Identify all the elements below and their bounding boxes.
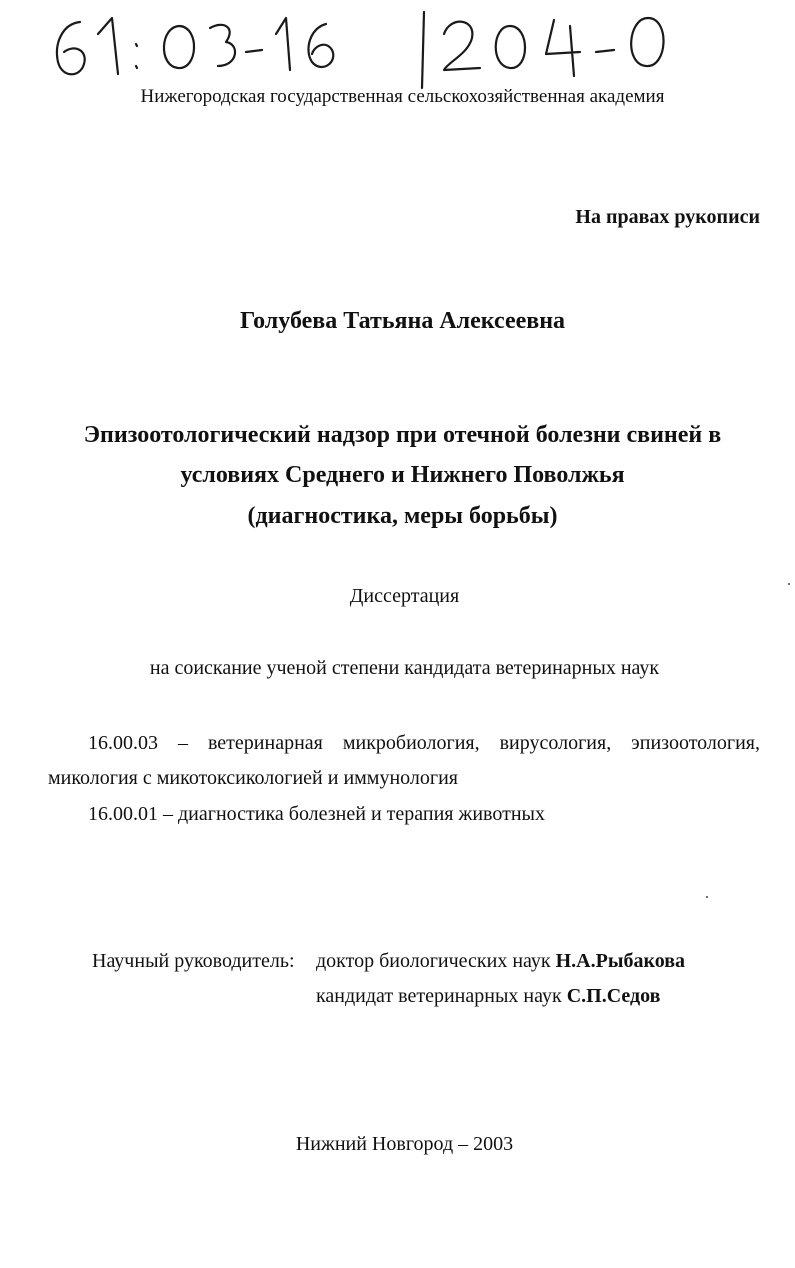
handwritten-catalog-stamp — [40, 4, 680, 94]
specialty-1-line-2: микология с микотоксикологией и иммунология — [48, 767, 458, 789]
manuscript-rights-note: На правах рукописи — [575, 206, 760, 228]
document-type: Диссертация — [349, 585, 460, 607]
place-and-year: Нижний Новгород – 2003 — [295, 1133, 514, 1155]
supervisor-1-name: Н.А.Рыбакова — [555, 950, 686, 972]
specialty-2: 16.00.01 – диагностика болезней и терапия животных — [88, 803, 545, 825]
dissertation-title-line-2: условиях Среднего и Нижнего Поволжья — [180, 462, 625, 488]
supervisor-2-name: С.П.Седов — [566, 985, 661, 1007]
supervisor-1 — [316, 950, 685, 973]
supervisor-2 — [316, 985, 660, 1008]
scan-speck — [788, 583, 790, 585]
dissertation-title-line-3: (диагностика, меры борьбы) — [247, 503, 558, 529]
supervisor-2-title: кандидат ветеринарных наук — [316, 985, 562, 1007]
handwritten-catalog-mark — [40, 4, 680, 94]
specialty-1-line-1: 16.00.03 – ветеринарная микробиология, вирусология, эпизоотология, — [88, 732, 760, 754]
scan-speck — [706, 896, 708, 898]
author-name: Голубева Татьяна Алексеевна — [239, 308, 566, 334]
supervisor-1-title: доктор биологических наук — [316, 950, 551, 972]
institution-name: Нижегородская государственная сельскохозяйственная академия — [140, 86, 665, 107]
degree-sought: на соискание ученой степени кандидата ветеринарных наук — [149, 657, 660, 679]
supervisor-label: Научный руководитель: — [92, 950, 295, 972]
dissertation-title-line-1: Эпизоотологический надзор при отечной болезни свиней в — [83, 422, 722, 448]
